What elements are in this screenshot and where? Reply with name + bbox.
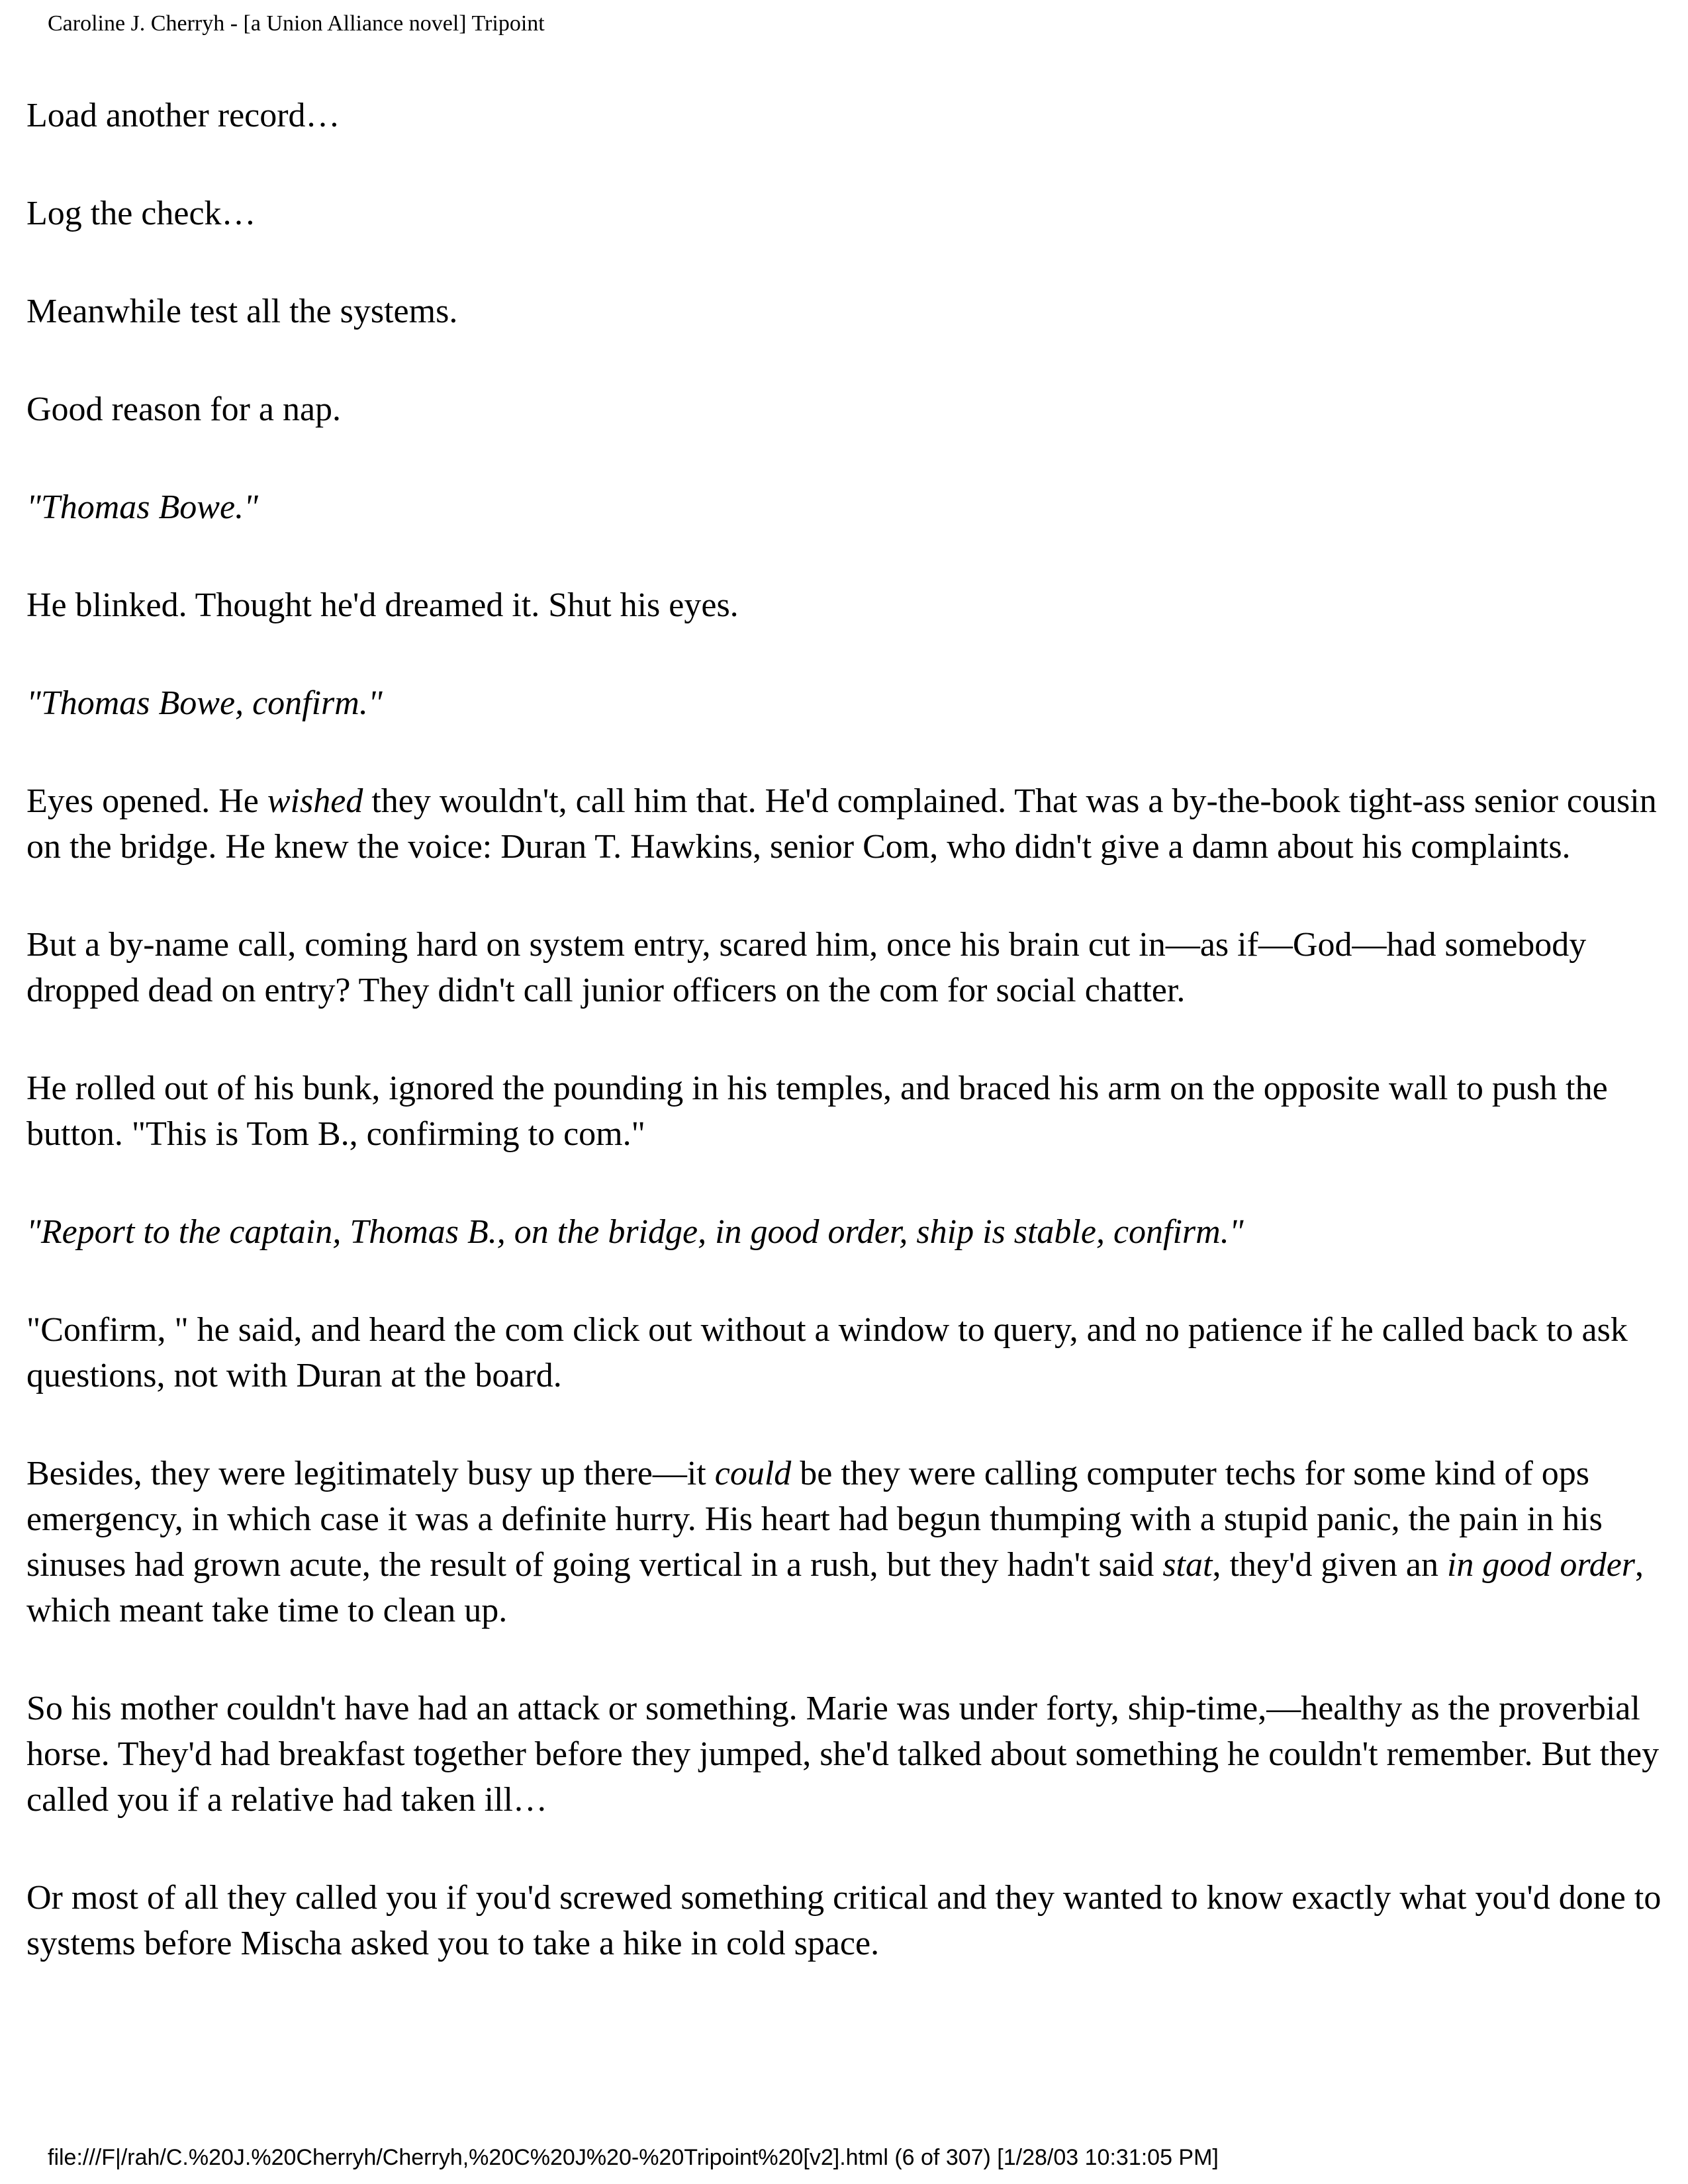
text-run: they wouldn't, call him that. He'd complained. That was a by-the-book tight-ass senior cousin on the bridge. He knew the voice: Duran T. Hawkins, senior Com, who didn't give a damn about his complaints. — [26, 782, 1657, 866]
italic-dialogue-paragraph: "Thomas Bowe, confirm." — [26, 684, 383, 722]
paragraph — [26, 1451, 1668, 1633]
paragraph: He rolled out of his bunk, ignored the pounding in his temples, and braced his arm on the opposite wall to push the button. "This is Tom B., confirming to com." — [26, 1069, 1608, 1153]
text-run: , they'd given an — [1212, 1546, 1447, 1584]
emphasis-text: wished — [267, 782, 363, 820]
text-run: , which meant take time to clean up. — [26, 1546, 1644, 1629]
italic-dialogue-paragraph: "Thomas Bowe." — [26, 488, 258, 526]
page-footer-file-path: file:///F|/rah/C.%20J.%20Cherryh/Cherryh,%20C%20J%20-%20Tripoint%20[v2].html (6 of 307) [1/28/03 10:31:05 PM] — [48, 2145, 1219, 2170]
paragraph: Or most of all they called you if you'd screwed something critical and they wanted to know exactly what you'd done to systems before Mischa asked you to take a hike in cold space. — [26, 1879, 1662, 1962]
paragraph: Load another record… — [26, 97, 340, 134]
page-header-title: Caroline J. Cherryh - [a Union Alliance novel] Tripoint — [48, 11, 545, 36]
paragraph: So his mother couldn't have had an attack or something. Marie was under forty, ship-time,—healthy as the proverbial horse. They'd had breakfast together before they jumped, she'd talked about something he couldn't remember. But they called you if a relative had taken ill… — [26, 1690, 1660, 1819]
emphasis-text: could — [714, 1455, 792, 1492]
italic-dialogue-paragraph: "Report to the captain, Thomas B., on the bridge, in good order, ship is stable, confirm." — [26, 1213, 1244, 1251]
emphasis-text: in good order — [1446, 1546, 1636, 1584]
paragraph: Log the check… — [26, 195, 256, 232]
paragraph: Meanwhile test all the systems. — [26, 293, 458, 330]
paragraph: But a by-name call, coming hard on system entry, scared him, once his brain cut in—as if—God—had somebody dropped dead on entry? They didn't call junior officers on the com for social chatter. — [26, 926, 1587, 1009]
text-run: be they were calling computer techs for some kind of ops emergency, in which case it was a definite hurry. His heart had begun thumping with a stupid panic, the pain in his sinuses had grown acute, the result of going vertical in a rush, but they hadn't said — [26, 1455, 1603, 1584]
document-body — [26, 93, 1668, 2019]
text-run: Eyes opened. He — [26, 782, 267, 820]
paragraph: "Confirm, " he said, and heard the com click out without a window to query, and no patience if he called back to ask questions, not with Duran at the board. — [26, 1311, 1628, 1394]
paragraph: Good reason for a nap. — [26, 390, 342, 428]
emphasis-text: stat — [1162, 1546, 1213, 1584]
paragraph — [26, 778, 1668, 870]
paragraph: He blinked. Thought he'd dreamed it. Shut his eyes. — [26, 586, 739, 624]
text-run: Besides, they were legitimately busy up there—it — [26, 1455, 715, 1492]
